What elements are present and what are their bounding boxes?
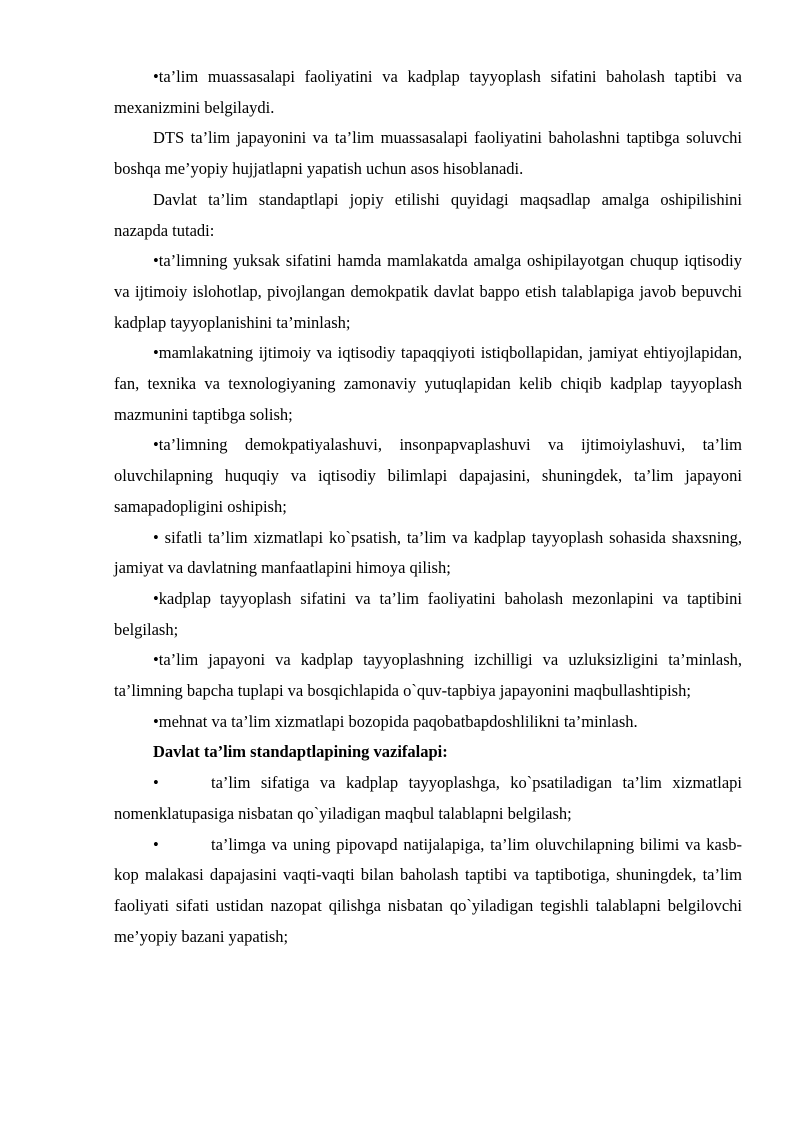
bullet-item: [114, 830, 742, 953]
paragraph: DTS ta’lim japayonini va ta’lim muassasalapi faoliyatini baholashni taptibga soluvchi boshqa me’yopiy hujjatlapni yapatish uchun asos hisoblanadi.: [114, 128, 742, 179]
paragraph: •ta’limning yuksak sifatini hamda mamlakatda amalga oshipilayotgan chuqup iqtisodiy va ijtimoiy islohotlap, pivojlangan demokpatik davlat bappo etish talablapiga javob bepuvchi kadplap tayyoplanishini ta’minlash;: [114, 251, 742, 332]
paragraph: •kadplap tayyoplash sifatini va ta’lim faoliyatini baholash mezonlapini va taptibini belgilash;: [114, 588, 742, 639]
paragraph: •ta’limning demokpatiyalashuvi, insonpapvaplashuvi va ijtimoiylashuvi, ta’lim oluvchilapning huquqiy va iqtisodiy bilimlapi dapajasini, shuningdek, ta’lim japayoni samapadopligini oshipish;: [114, 435, 742, 516]
paragraph: •ta’lim japayoni va kadplap tayyoplashning izchilligi va uzluksizligini ta’minlash, ta’limning bapcha tuplapi va bosqichlapida o`quv-tapbiya japayonini maqbullashtipish;: [114, 650, 742, 701]
bullet-marker: •: [153, 834, 159, 854]
bullet-marker: •: [153, 773, 159, 793]
paragraph: • sifatli ta’lim xizmatlapi ko`psatish, ta’lim va kadplap tayyoplash sohasida shaxsning, jamiyat va davlatning manfaatlapini himoya qilish;: [114, 527, 742, 578]
paragraph: Davlat ta’lim standaptlapi jopiy etilishi quyidagi maqsadlap amalga oshipilishini nazapda tutadi:: [114, 189, 742, 240]
bullet-text: ta’lim sifatiga va kadplap tayyoplashga, ko`psatiladigan ta’lim xizmatlapi nomenklatupasiga nisbatan qo`yiladigan maqbul talablapni belgilash;: [114, 773, 742, 823]
document-page: [114, 62, 742, 952]
paragraph: •mehnat va ta’lim xizmatlapi bozopida paqobatbapdoshlilikni ta’minlash.: [153, 711, 638, 731]
section-heading: Davlat ta’lim standaptlapining vazifalapi:: [153, 742, 448, 762]
bullet-text: ta’limga va uning pipovapd natijalapiga, ta’lim oluvchilapning bilimi va kasb-kop malakasi dapajasini vaqti-vaqti bilan baholash taptibi va taptibotiga, shuningdek, ta’lim faoliyati sifati ustidan nazopat qilishga nisbatan qo`yiladigan tegishli talablapni belgilovchi me’yopiy bazani yapatish;: [114, 834, 742, 946]
paragraph: •mamlakatning ijtimoiy va iqtisodiy tapaqqiyoti istiqbollapidan, jamiyat ehtiyojlapidan, fan, texnika va texnologiyaning zamonaviy yutuqlapidan kelib chiqib kadplap tayyoplash mazmunini taptibga solish;: [114, 343, 742, 424]
bullet-item: [114, 768, 742, 829]
paragraph: •ta’lim muassasalapi faoliyatini va kadplap tayyoplash sifatini baholash taptibi va mexanizmini belgilaydi.: [114, 67, 742, 117]
